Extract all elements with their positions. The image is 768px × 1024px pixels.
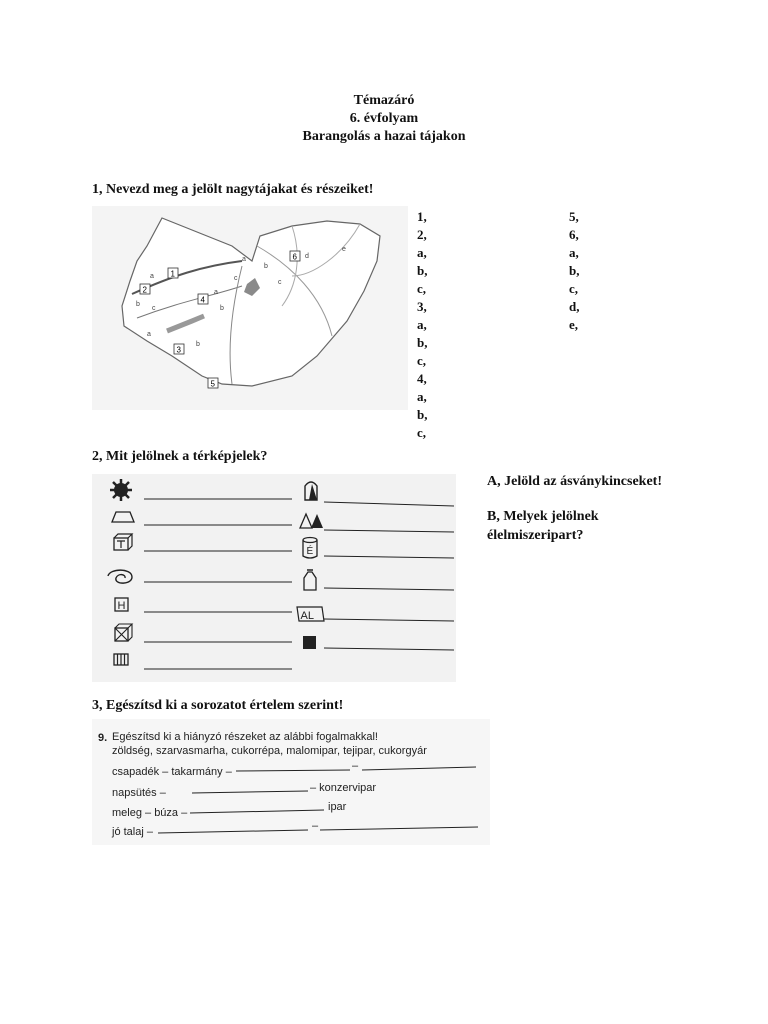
triangles-icon — [300, 514, 323, 528]
answer-label: b, — [417, 407, 428, 422]
box-x-icon — [115, 624, 132, 641]
box-h-letter: H — [117, 600, 126, 612]
box-t-icon — [114, 534, 132, 550]
map-number-3: 3 — [176, 345, 181, 355]
exercise-row-2: napsütés – — [112, 787, 166, 799]
bullet-fill — [309, 484, 317, 500]
al-text: AL — [300, 610, 314, 622]
answer-label: 6, — [569, 227, 579, 242]
answer-label: 1, — [417, 209, 427, 224]
exercise-row-3: meleg – búza – — [112, 807, 188, 819]
bars-icon — [114, 654, 128, 665]
map-symbols-panel — [92, 474, 456, 682]
answer-label: 4, — [417, 371, 427, 386]
question-1-title: 1, Nevezd meg a jelölt nagytájakat és részeiket! — [92, 182, 374, 197]
answer-label: 5, — [569, 209, 579, 224]
map-letter: d — [305, 253, 309, 260]
task-b: B, Melyek jelölnek élelmiszeripart? — [487, 509, 599, 543]
answer-label: c, — [417, 353, 427, 368]
map-letter: a — [147, 331, 151, 338]
map-number-6: 6 — [292, 252, 297, 262]
answer-label: a, — [569, 245, 579, 260]
map-letter: c — [234, 275, 238, 282]
map-letter: c — [278, 279, 282, 286]
spiral-icon — [108, 570, 132, 583]
map-letter: e — [342, 246, 346, 253]
trapezoid-icon — [112, 512, 134, 522]
answer-label: 2, — [417, 227, 427, 242]
al-icon — [297, 607, 324, 622]
map-number-1: 1 — [170, 269, 175, 279]
exercise-row-1: csapadék – takarmány – — [112, 766, 232, 778]
map-number-5: 5 — [210, 379, 215, 389]
exercise-row-2-end: – konzervipar — [310, 782, 377, 794]
answer-label: b, — [417, 263, 428, 278]
question-2-title: 2, Mit jelölnek a térképjelek? — [92, 449, 268, 464]
header-grade: 6. évfolyam — [349, 111, 419, 126]
map-number-2: 2 — [142, 285, 147, 295]
task-a: A, Jelöld az ásványkincseket! — [487, 474, 662, 489]
map-letter: b — [220, 305, 224, 312]
hungary-map — [92, 206, 408, 410]
square-icon — [303, 636, 316, 649]
exercise-row-1-dash: – — [352, 760, 359, 772]
map-letter: b — [264, 263, 268, 270]
map-letter: a — [150, 273, 154, 280]
map-letter: b — [196, 341, 200, 348]
exercise-instruction: Egészítsd ki a hiányzó részeket az alábbi fogalmakkal! — [112, 731, 378, 743]
map-letter: a — [242, 256, 246, 263]
exercise-row-4: jó talaj – — [112, 826, 153, 838]
answer-column-1 — [417, 208, 427, 442]
exercise-number: 9. — [98, 732, 108, 744]
gear-icon — [110, 479, 132, 501]
exercise-word-bank: zöldség, szarvasmarha, cukorrépa, malomipar, tejipar, cukorgyár — [112, 745, 427, 757]
answer-label: c, — [417, 281, 427, 296]
answer-label: a, — [417, 245, 427, 260]
answer-column-2 — [569, 208, 579, 334]
answer-label: a, — [417, 389, 427, 404]
answer-label: b, — [417, 335, 428, 350]
box-h-icon — [115, 598, 128, 612]
map-letter: c — [152, 305, 156, 312]
map-letter: a — [214, 289, 218, 296]
answer-label: b, — [569, 263, 580, 278]
answer-label: a, — [417, 317, 427, 332]
exercise-row-3-end: ipar — [328, 801, 347, 813]
map-number-4: 4 — [200, 295, 205, 305]
header-topic: Barangolás a hazai tájakon — [302, 129, 466, 144]
bag-icon — [304, 570, 316, 590]
exercise-row-4-dash: – — [312, 820, 319, 832]
answer-label: e, — [569, 317, 579, 332]
exercise-panel — [92, 719, 490, 845]
map-letter: b — [136, 301, 140, 308]
drum-letter: É — [306, 546, 314, 557]
answer-label: c, — [417, 425, 427, 440]
answer-label: d, — [569, 299, 580, 314]
drum-e-icon — [303, 538, 317, 559]
answer-label: c, — [569, 281, 579, 296]
question-3-title: 3, Egészítsd ki a sorozatot értelem szerint! — [92, 698, 344, 713]
answer-label: 3, — [417, 299, 427, 314]
header-title: Témazáró — [353, 93, 415, 108]
